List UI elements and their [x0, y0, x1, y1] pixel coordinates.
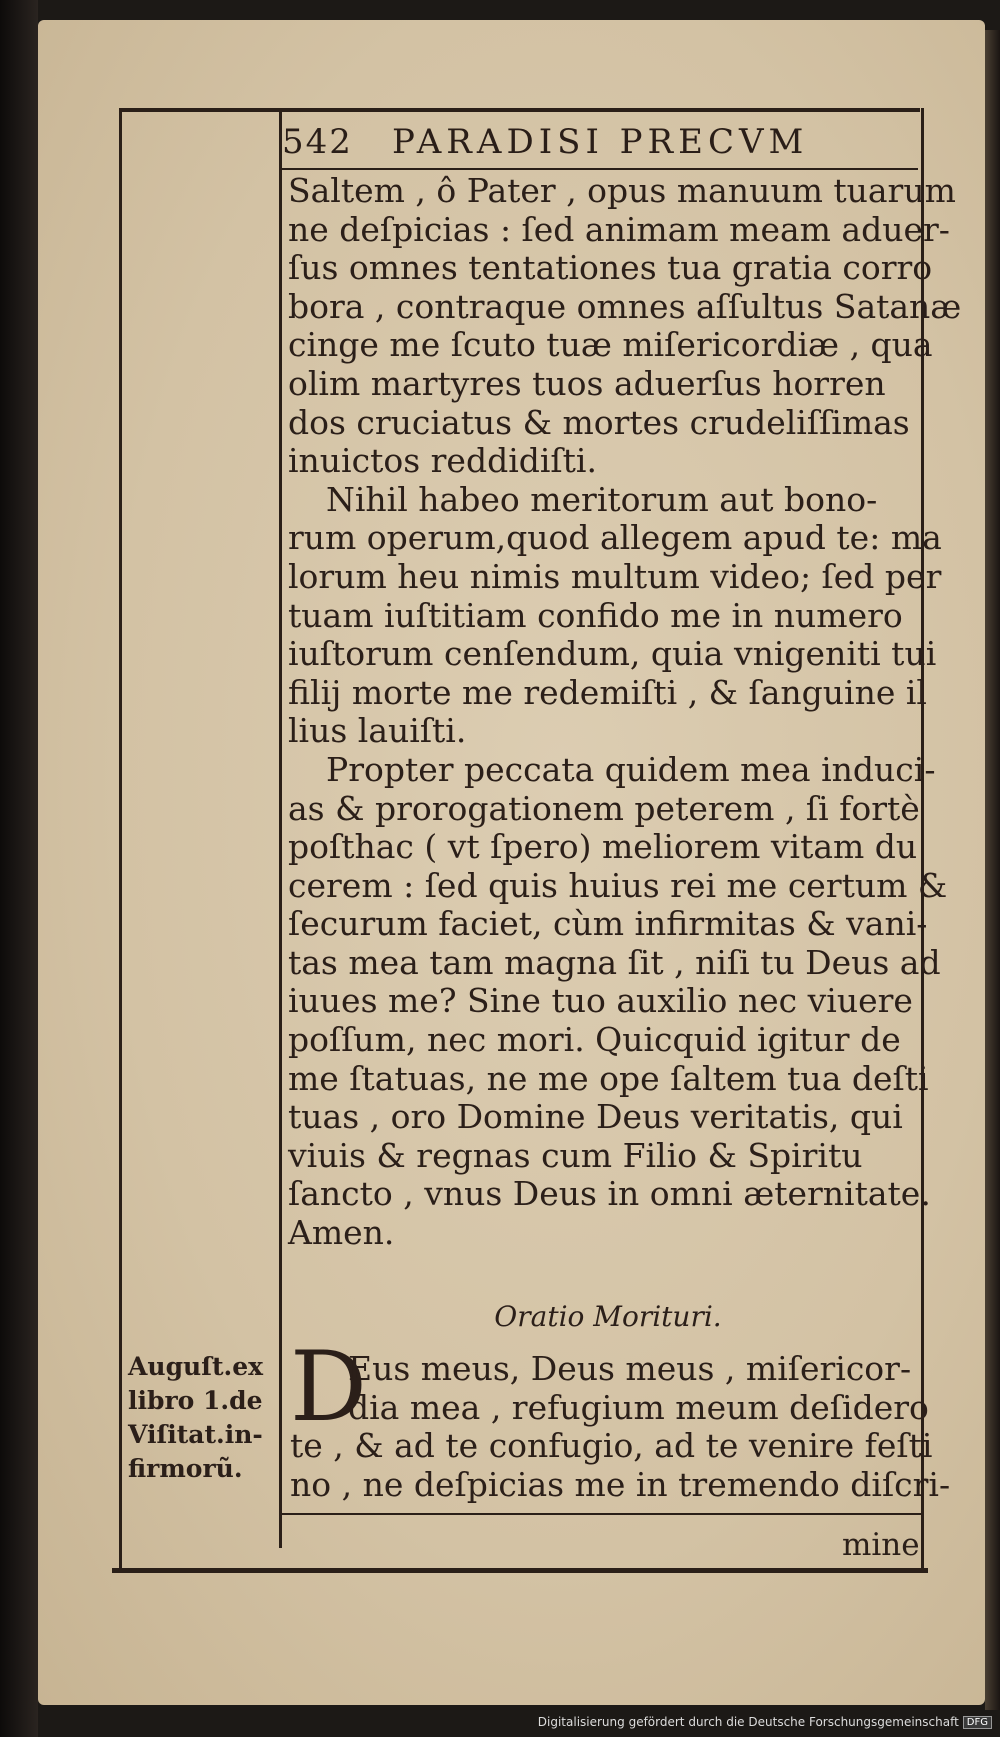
- page-header: [282, 118, 922, 162]
- page-number: 542: [282, 122, 353, 162]
- text-line: ne deſpicias : ſed animam meam aduer-: [288, 209, 950, 249]
- page-edge: [985, 30, 1000, 1710]
- text-line: dos cruciatus & mortes crudeliſſimas: [288, 402, 910, 442]
- text-line: filij morte me redemiſti , & ſanguine il: [288, 672, 927, 712]
- marginal-note-line: firmorũ.: [128, 1454, 243, 1483]
- marginal-note: [128, 1350, 278, 1486]
- text-line: me ſtatuas, ne me ope ſaltem tua deſti: [288, 1058, 929, 1098]
- text-line: lorum heu nimis multum video; ſed per: [288, 556, 942, 596]
- text-line: Amen.: [288, 1213, 395, 1253]
- bottom-rule: [112, 1568, 928, 1573]
- text-line: ſecurum faciet, cùm infirmitas & vani-: [288, 904, 928, 944]
- text-line: rum operum,quod allegem apud te: ma: [288, 518, 942, 558]
- digitization-credit: [538, 1711, 992, 1733]
- text-line: te , & ad te confugio, ad te venire feſti: [290, 1426, 933, 1466]
- column-rule: [279, 108, 282, 1548]
- section-heading: Oratio Morituri.: [494, 1300, 722, 1333]
- catchword: mine: [842, 1527, 920, 1563]
- text-line: Nihil habeo meritorum aut bono-: [326, 479, 878, 519]
- text-line: iuſtorum cenſendum, quia vnigeniti tui: [288, 634, 937, 674]
- top-rule: [120, 108, 920, 112]
- left-frame-rule: [119, 108, 122, 1568]
- text-line: Propter peccata quidem mea induci-: [326, 749, 936, 789]
- text-line: Saltem , ô Pater , opus manuum tuarum: [288, 171, 956, 210]
- dfg-logo: DFG: [963, 1716, 992, 1729]
- text-bottom-rule: [282, 1513, 922, 1515]
- marginal-note-line: libro 1.de: [128, 1386, 263, 1415]
- text-line: tuas , oro Domine Deus veritatis, qui: [288, 1097, 903, 1137]
- text-line: cinge me ſcuto tuæ miſericordiæ , qua: [288, 325, 933, 365]
- credit-text: Digitalisierung gefördert durch die Deutsche Forschungsgemeinschaft: [537, 1715, 959, 1729]
- header-rule: [282, 168, 918, 170]
- text-line: iuues me? Sine tuo auxilio nec viuere: [288, 981, 913, 1021]
- text-line: tas mea tam magna ſit , niſi tu Deus ad: [288, 942, 941, 982]
- text-line: viuis & regnas cum Filio & Spiritu: [288, 1135, 863, 1175]
- marginal-note-line: Viſitat.in-: [128, 1420, 263, 1449]
- text-line: ſus omnes tentationes tua gratia corro: [288, 248, 933, 288]
- text-line: poſſum, nec mori. Quicquid igitur de: [288, 1020, 901, 1060]
- text-line: tuam iuſtitiam confido me in numero: [288, 595, 903, 635]
- text-line: as & prorogationem peterem , ſi fortè: [288, 788, 920, 828]
- marginal-note-line: Auguſt.ex: [128, 1352, 264, 1381]
- text-line: cerem : ſed quis huius rei me certum &: [288, 865, 948, 905]
- text-line: lius lauiſti.: [288, 711, 467, 751]
- running-head: PARADISI PRECVM: [392, 122, 809, 162]
- text-line: dia mea , refugium meum deſidero: [348, 1387, 929, 1427]
- drop-cap: D: [290, 1331, 367, 1443]
- text-line: no , ne deſpicias me in tremendo diſcri-: [290, 1464, 951, 1504]
- text-line: olim martyres tuos aduerſus horren: [288, 363, 886, 403]
- text-line: bora , contraque omnes aſſultus Satanæ: [288, 286, 962, 326]
- text-line: poſthac ( vt ſpero) meliorem vitam du: [288, 827, 918, 867]
- book-spine: [0, 0, 38, 1737]
- text-line: Eus meus, Deus meus , miſericor-: [348, 1349, 912, 1388]
- prayer-text: [290, 1349, 951, 1504]
- text-line: inuictos reddidiſti.: [288, 441, 597, 481]
- main-text: [288, 171, 962, 1253]
- text-line: ſancto , vnus Deus in omni æternitate.: [288, 1174, 931, 1214]
